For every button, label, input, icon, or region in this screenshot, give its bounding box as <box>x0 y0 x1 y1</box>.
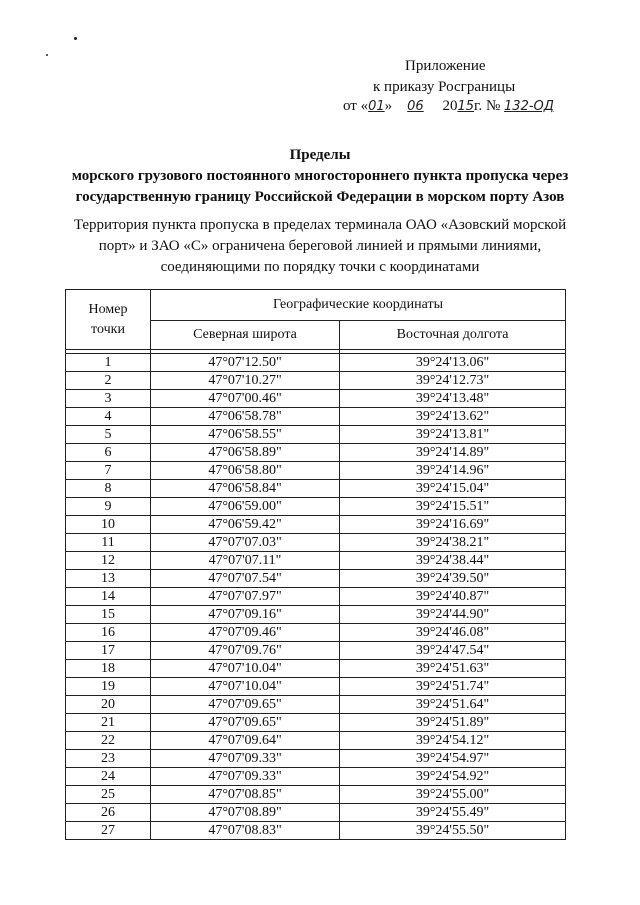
table-row <box>66 426 566 444</box>
table-header-row <box>66 290 566 321</box>
table-row <box>66 390 566 408</box>
table-row <box>66 570 566 588</box>
longitude-cell: 39°24'40.87" <box>340 588 566 606</box>
latitude-cell: 47°07'09.46" <box>151 624 340 642</box>
point-number-cell: 23 <box>66 750 151 768</box>
point-number-cell: 24 <box>66 768 151 786</box>
longitude-cell: 39°24'14.89" <box>340 444 566 462</box>
point-number-cell: 2 <box>66 372 151 390</box>
col-header-number-line2: точки <box>91 321 125 337</box>
handwritten-month: 06 <box>407 99 424 114</box>
intro-line-1: Территория пункта пропуска в пределах терминала ОАО «Азовский морской <box>73 217 567 233</box>
year-tail: г. № <box>474 98 501 114</box>
table-row <box>66 624 566 642</box>
table-row <box>66 804 566 822</box>
handwritten-day: 01 <box>368 99 385 114</box>
table-row <box>66 732 566 750</box>
point-number-cell: 14 <box>66 588 151 606</box>
table-row <box>66 354 566 372</box>
longitude-cell: 39°24'55.00" <box>340 786 566 804</box>
latitude-cell: 47°07'07.11" <box>151 552 340 570</box>
date-day-close: » <box>384 98 393 114</box>
longitude-cell: 39°24'51.63" <box>340 660 566 678</box>
point-number-cell: 18 <box>66 660 151 678</box>
point-number-cell: 19 <box>66 678 151 696</box>
date-prefix: от « <box>343 98 369 114</box>
latitude-cell: 47°07'07.54" <box>151 570 340 588</box>
latitude-cell: 47°06'58.78" <box>151 408 340 426</box>
latitude-cell: 47°06'58.89" <box>151 444 340 462</box>
scan-speck <box>46 54 48 56</box>
latitude-cell: 47°07'10.04" <box>151 660 340 678</box>
handwritten-order-number: 132-ОД <box>504 99 554 114</box>
longitude-cell: 39°24'44.90" <box>340 606 566 624</box>
longitude-cell: 39°24'46.08" <box>340 624 566 642</box>
latitude-cell: 47°07'09.76" <box>151 642 340 660</box>
point-number-cell: 25 <box>66 786 151 804</box>
latitude-cell: 47°06'58.80" <box>151 462 340 480</box>
point-number-cell: 7 <box>66 462 151 480</box>
title-line-1: Пределы <box>289 147 351 163</box>
document-title <box>0 145 640 208</box>
title-line-3: государственную границу Российской Федерации в морском порту Азов <box>75 189 565 205</box>
latitude-cell: 47°07'09.33" <box>151 768 340 786</box>
longitude-cell: 39°24'55.50" <box>340 822 566 840</box>
point-number-cell: 11 <box>66 534 151 552</box>
point-number-cell: 26 <box>66 804 151 822</box>
latitude-cell: 47°07'08.83" <box>151 822 340 840</box>
table-row <box>66 642 566 660</box>
table-row <box>66 552 566 570</box>
order-date-number <box>343 96 554 117</box>
longitude-cell: 39°24'55.49" <box>340 804 566 822</box>
latitude-cell: 47°07'07.97" <box>151 588 340 606</box>
coordinates-table <box>65 289 566 840</box>
point-number-cell: 6 <box>66 444 151 462</box>
longitude-cell: 39°24'51.74" <box>340 678 566 696</box>
longitude-cell: 39°24'13.62" <box>340 408 566 426</box>
col-header-point-number <box>66 290 151 350</box>
latitude-cell: 47°06'59.42" <box>151 516 340 534</box>
table-row <box>66 786 566 804</box>
longitude-cell: 39°24'13.48" <box>340 390 566 408</box>
latitude-cell: 47°07'10.27" <box>151 372 340 390</box>
table-row <box>66 588 566 606</box>
longitude-cell: 39°24'16.69" <box>340 516 566 534</box>
table-row <box>66 534 566 552</box>
longitude-cell: 39°24'15.51" <box>340 498 566 516</box>
point-number-cell: 3 <box>66 390 151 408</box>
point-number-cell: 17 <box>66 642 151 660</box>
table-row <box>66 714 566 732</box>
longitude-cell: 39°24'15.04" <box>340 480 566 498</box>
table-row <box>66 462 566 480</box>
table-row <box>66 822 566 840</box>
latitude-cell: 47°07'09.16" <box>151 606 340 624</box>
point-number-cell: 20 <box>66 696 151 714</box>
appendix-label: Приложение <box>405 58 486 74</box>
latitude-cell: 47°06'58.55" <box>151 426 340 444</box>
point-number-cell: 12 <box>66 552 151 570</box>
table-row <box>66 606 566 624</box>
point-number-cell: 22 <box>66 732 151 750</box>
point-number-cell: 1 <box>66 354 151 372</box>
table-row <box>66 678 566 696</box>
longitude-cell: 39°24'38.21" <box>340 534 566 552</box>
latitude-cell: 47°06'58.84" <box>151 480 340 498</box>
latitude-cell: 47°07'09.64" <box>151 732 340 750</box>
longitude-cell: 39°24'51.64" <box>340 696 566 714</box>
latitude-cell: 47°06'59.00" <box>151 498 340 516</box>
table-row <box>66 768 566 786</box>
latitude-cell: 47°07'09.65" <box>151 714 340 732</box>
intro-paragraph <box>50 215 590 278</box>
longitude-cell: 39°24'14.96" <box>340 462 566 480</box>
latitude-cell: 47°07'09.65" <box>151 696 340 714</box>
latitude-cell: 47°07'12.50" <box>151 354 340 372</box>
table-row <box>66 660 566 678</box>
point-number-cell: 5 <box>66 426 151 444</box>
table-row <box>66 696 566 714</box>
longitude-cell: 39°24'38.44" <box>340 552 566 570</box>
point-number-cell: 21 <box>66 714 151 732</box>
longitude-cell: 39°24'13.06" <box>340 354 566 372</box>
point-number-cell: 8 <box>66 480 151 498</box>
longitude-cell: 39°24'51.89" <box>340 714 566 732</box>
longitude-cell: 39°24'47.54" <box>340 642 566 660</box>
col-header-north-latitude: Северная широта <box>151 321 340 350</box>
latitude-cell: 47°07'07.03" <box>151 534 340 552</box>
table-row <box>66 408 566 426</box>
longitude-cell: 39°24'13.81" <box>340 426 566 444</box>
longitude-cell: 39°24'12.73" <box>340 372 566 390</box>
table-row <box>66 516 566 534</box>
latitude-cell: 47°07'00.46" <box>151 390 340 408</box>
latitude-cell: 47°07'08.85" <box>151 786 340 804</box>
latitude-cell: 47°07'10.04" <box>151 678 340 696</box>
point-number-cell: 4 <box>66 408 151 426</box>
longitude-cell: 39°24'39.50" <box>340 570 566 588</box>
latitude-cell: 47°07'08.89" <box>151 804 340 822</box>
col-header-number-line1: Номер <box>88 301 128 317</box>
title-line-2: морского грузового постоянного многостороннего пункта пропуска через <box>71 168 569 184</box>
point-number-cell: 9 <box>66 498 151 516</box>
table-body <box>66 354 566 840</box>
latitude-cell: 47°07'09.33" <box>151 750 340 768</box>
table-row <box>66 372 566 390</box>
longitude-cell: 39°24'54.12" <box>340 732 566 750</box>
table-row <box>66 480 566 498</box>
intro-line-2: порт» и ЗАО «С» ограничена береговой линией и прямыми линиями, <box>98 238 542 254</box>
point-number-cell: 10 <box>66 516 151 534</box>
longitude-cell: 39°24'54.92" <box>340 768 566 786</box>
order-reference: к приказу Росграницы <box>373 79 516 95</box>
point-number-cell: 15 <box>66 606 151 624</box>
table-row <box>66 444 566 462</box>
year-prefix: 20 <box>442 98 458 114</box>
point-number-cell: 27 <box>66 822 151 840</box>
handwritten-year: 15 <box>457 99 474 114</box>
scan-speck <box>74 37 77 40</box>
col-header-east-longitude: Восточная долгота <box>340 321 566 350</box>
intro-line-3: соединяющими по порядку точки с координатами <box>160 259 480 275</box>
table-row <box>66 750 566 768</box>
point-number-cell: 13 <box>66 570 151 588</box>
table-row <box>66 498 566 516</box>
longitude-cell: 39°24'54.97" <box>340 750 566 768</box>
col-header-geo-coordinates: Географические координаты <box>151 290 566 321</box>
point-number-cell: 16 <box>66 624 151 642</box>
